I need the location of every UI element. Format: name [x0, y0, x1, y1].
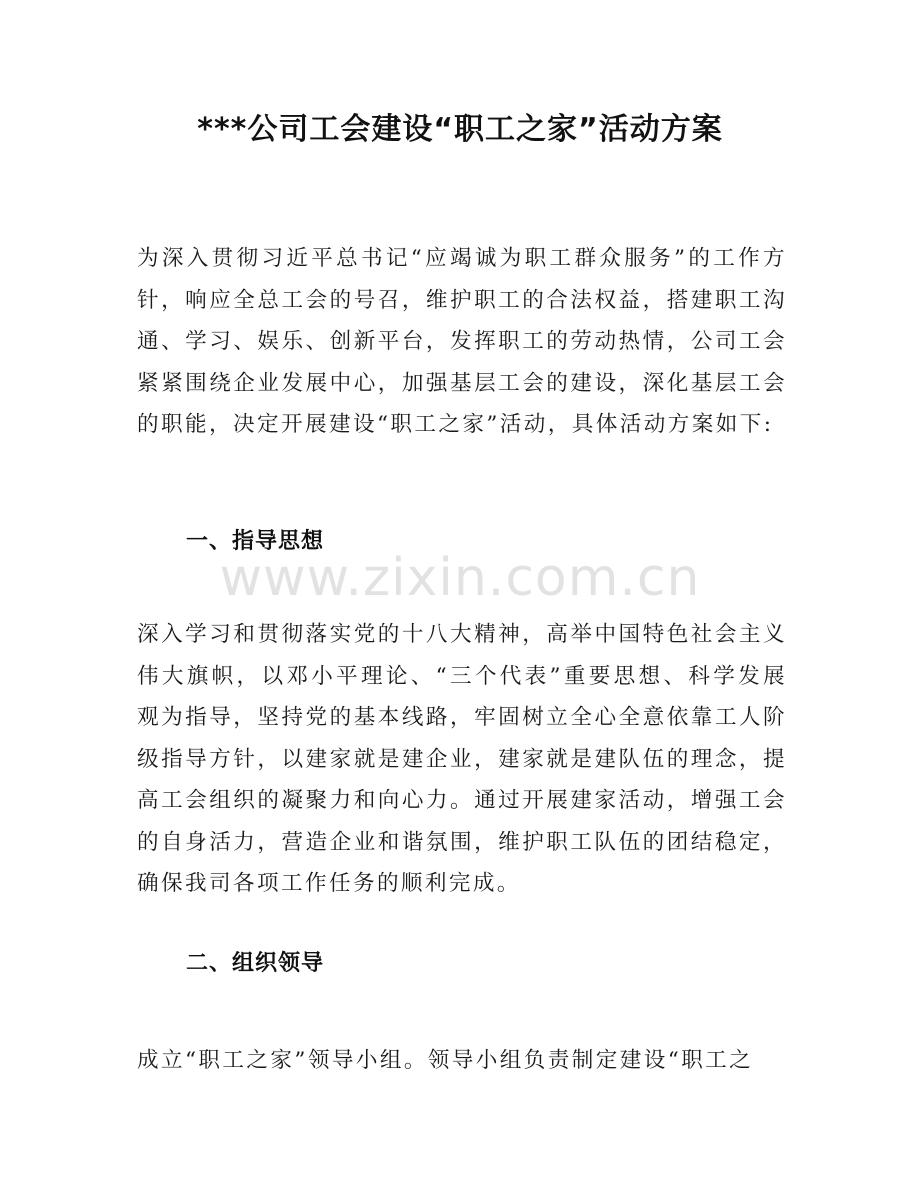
section-body-guiding-ideology: 深入学习和贯彻落实党的十八大精神，高举中国特色社会主义伟大旗帜，以邓小平理论、“三个代表”重要思想、科学发展观为指导，坚持党的基本线路，牢固树立全心全意依靠工人阶级指导方针，以建家就是建企业，建家就是建队伍的理念，提高工会组织的凝聚力和向心力。通过开展建家活动，增强工会的自身活力，营造企业和谐氛围，维护职工队伍的团结稳定，确保我司各项工作任务的顺利完成。 — [137, 622, 787, 896]
intro-paragraph: 为深入贯彻习近平总书记“应竭诚为职工群众服务”的工作方针，响应全总工会的号召，维护职工的合法权益，搭建职工沟通、学习、娱乐、创新平台，发挥职工的劳动热情，公司工会紧紧围绕企业发展中心，加强基层工会的建设，深化基层工会的职能，决定开展建设“职工之家”活动，具体活动方案如下: — [137, 246, 787, 437]
section-heading-guiding-ideology: 一、指导思想 — [186, 529, 325, 554]
section-heading-organization: 二、组织领导 — [186, 951, 325, 976]
document-title: ***公司工会建设“职工之家”活动方案 — [197, 112, 723, 147]
section-body-organization: 成立“职工之家”领导小组。领导小组负责制定建设“职工之 — [137, 1048, 754, 1073]
watermark-text: www.zixin.com.cn — [219, 548, 701, 608]
